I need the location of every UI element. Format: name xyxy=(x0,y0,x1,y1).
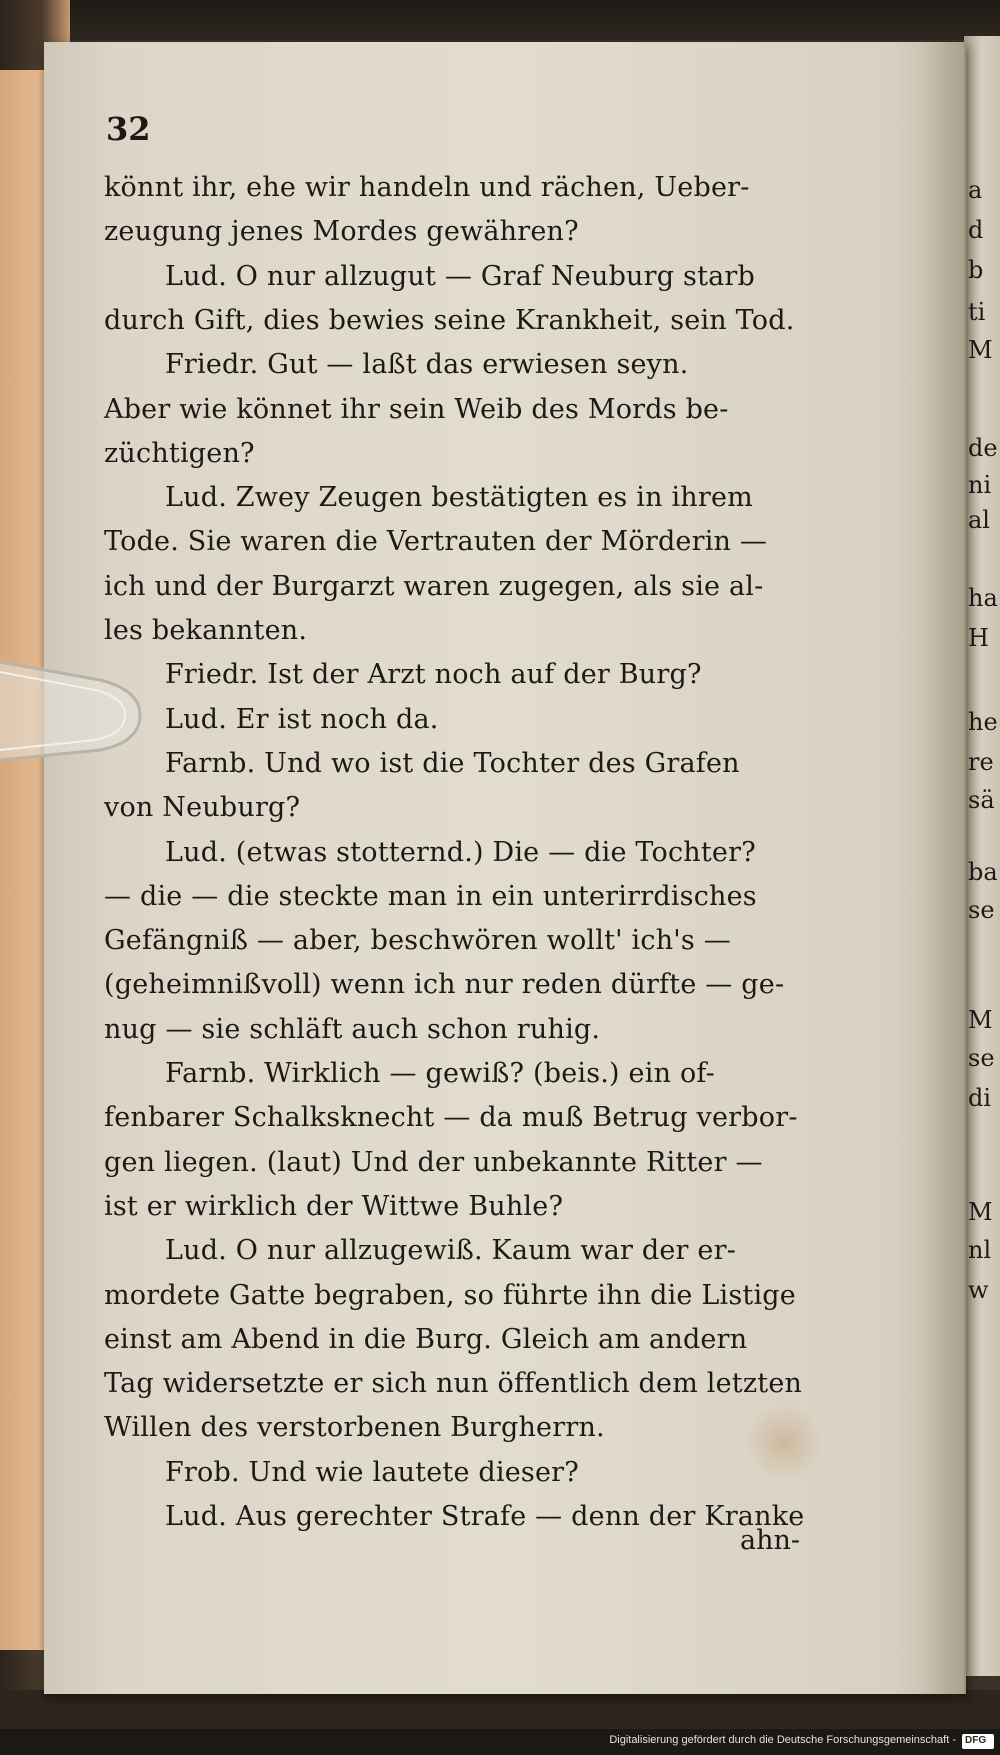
facing-page-fragment: b xyxy=(968,256,984,284)
text-line: Friedr. Gut — laßt das erwiesen seyn. xyxy=(165,349,689,381)
facing-page-fragment: se xyxy=(968,896,995,924)
text-line: Friedr. Ist der Arzt noch auf der Burg? xyxy=(165,659,702,691)
page-shadow xyxy=(924,42,964,1694)
facing-page-fragment: nl xyxy=(968,1236,992,1264)
text-line: Tag widersetzte er sich nun öffentlich dem letzten xyxy=(104,1368,803,1400)
text-line: Farnb. Und wo ist die Tochter des Grafen xyxy=(165,747,740,779)
page-clip-icon xyxy=(0,650,150,780)
text-line: Aber wie könnet ihr sein Weib des Mords be- xyxy=(104,393,729,425)
footer-credit: Digitalisierung gefördert durch die Deutsche Forschungsgemeinschaft - xyxy=(609,1734,956,1746)
text-line: könnt ihr, ehe wir handeln und rächen, Ueber- xyxy=(104,172,750,203)
facing-page-fragment: H xyxy=(968,624,989,652)
catchword: ahn- xyxy=(740,1525,800,1556)
text-line: gen liegen. (laut) Und der unbekannte Ritter — xyxy=(104,1146,763,1178)
text-line: züchtigen? xyxy=(104,437,255,469)
facing-page-fragment: se xyxy=(968,1044,995,1072)
facing-page-fragment: he xyxy=(968,708,998,736)
facing-page-fragment: M xyxy=(968,336,993,364)
facing-page-fragment: sä xyxy=(968,786,995,814)
facing-page-fragment: ti xyxy=(968,298,986,326)
background-top xyxy=(0,0,1000,40)
text-line: Lud. O nur allzugewiß. Kaum war der er- xyxy=(165,1235,737,1267)
text-line: (geheimnißvoll) wenn ich nur reden dürfte — ge- xyxy=(104,969,785,1001)
text-line: zeugung jenes Mordes gewähren? xyxy=(104,216,579,248)
text-line: Lud. (etwas stotternd.) Die — die Tochter? xyxy=(165,836,756,868)
facing-page-fragment: al xyxy=(968,506,990,534)
facing-page-fragment: ni xyxy=(968,471,992,499)
text-line: Frob. Und wie lautete dieser? xyxy=(165,1456,579,1488)
text-line: fenbarer Schalksknecht — da muß Betrug verbor- xyxy=(104,1102,798,1134)
text-line: Farnb. Wirklich — gewiß? (beis.) ein of- xyxy=(165,1058,715,1089)
text-line: Lud. Er ist noch da. xyxy=(165,703,439,735)
dfg-logo-text: DFG xyxy=(965,1735,987,1746)
footer-bar xyxy=(0,1729,1000,1755)
facing-page-fragment: d xyxy=(968,216,984,244)
text-line: durch Gift, dies bewies seine Krankheit, sein Tod. xyxy=(104,304,795,336)
facing-page-fragment: ha xyxy=(968,584,998,612)
text-line: ich und der Burgarzt waren zugegen, als sie al- xyxy=(104,570,764,602)
facing-page-fragment: a xyxy=(968,176,983,204)
text-line: Lud. Zwey Zeugen bestätigten es in ihrem xyxy=(165,482,753,514)
text-line: einst am Abend in die Burg. Gleich am andern xyxy=(104,1323,748,1355)
text-line: Tode. Sie waren die Vertrauten der Mörderin — xyxy=(104,526,768,558)
text-line: Lud. Aus gerechter Strafe — denn der Kranke xyxy=(165,1501,805,1532)
dfg-logo xyxy=(962,1734,994,1749)
text-line: mordete Gatte begraben, so führte ihn die Listige xyxy=(104,1279,796,1311)
facing-page-fragment: M xyxy=(968,1198,993,1226)
page-number: 32 xyxy=(106,110,151,148)
paper-stain xyxy=(744,1402,824,1482)
facing-page-fragment: M xyxy=(968,1006,993,1034)
facing-page-fragment: de xyxy=(968,434,998,462)
facing-page-fragment: re xyxy=(968,748,994,776)
text-line: Lud. O nur allzugut — Graf Neuburg starb xyxy=(165,260,756,292)
text-line: ist er wirklich der Wittwe Buhle? xyxy=(104,1190,564,1222)
text-line: — die — die steckte man in ein unterirrdisches xyxy=(104,880,757,912)
text-line: Willen des verstorbenen Burgherrn. xyxy=(104,1412,605,1444)
facing-page-fragment: w xyxy=(968,1276,989,1304)
facing-page-edge xyxy=(964,36,1000,1676)
facing-page-fragment: di xyxy=(968,1084,992,1112)
text-line: les bekannten. xyxy=(104,615,308,646)
facing-page-fragment: ba xyxy=(968,858,998,886)
text-line: von Neuburg? xyxy=(104,792,301,824)
text-line: Gefängniß — aber, beschwören wollt' ich's — xyxy=(104,925,731,957)
text-line: nug — sie schläft auch schon ruhig. xyxy=(104,1013,601,1045)
